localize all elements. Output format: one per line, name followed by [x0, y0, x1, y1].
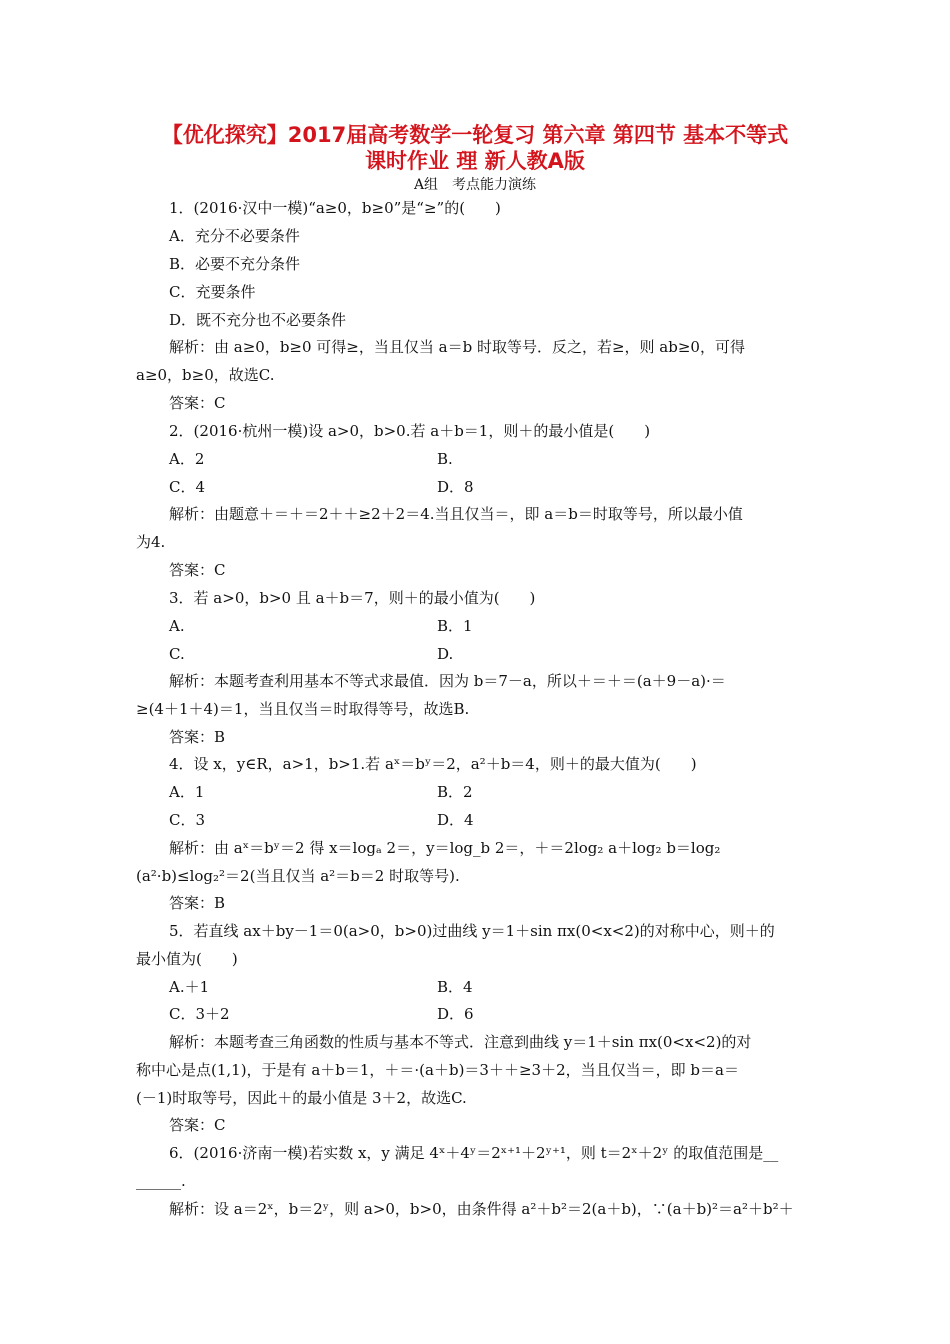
option-a: A．充分不必要条件 — [169, 227, 300, 245]
question-6-cont: ______. — [136, 1172, 186, 1190]
option-d: D．8 — [437, 478, 474, 496]
solution-line: a≥0，b≥0，故选C. — [136, 366, 275, 384]
solution-line: 解析：由 a≥0，b≥0 可得≥，当且仅当 a＝b 时取等号．反之，若≥，则 ab≥0，可得 — [169, 338, 745, 356]
option-c: C．充要条件 — [169, 283, 256, 301]
option-b: B．1 — [437, 617, 473, 635]
solution-line: (a²·b)≤log₂²＝2(当且仅当 a²＝b＝2 时取等号). — [136, 867, 460, 885]
solution-line: 解析：设 a＝2ˣ，b＝2ʸ，则 a>0，b>0，由条件得 a²＋b²＝2(a＋b)，∵(a＋b)²＝a²＋b²＋ — [169, 1200, 794, 1218]
option-a: A.＋1 — [169, 978, 210, 996]
option-b: B．2 — [437, 783, 473, 801]
solution-line: 解析：由题意＋＝＋＝2＋＋≥2＋2＝4.当且仅当＝，即 a＝b＝时取等号，所以最小值 — [169, 505, 743, 523]
option-c: C．3 — [169, 811, 206, 829]
question-5: 5．若直线 ax＋by－1＝0(a>0，b>0)过曲线 y＝1＋sin πx(0<x<2)的对称中心，则＋的 — [169, 922, 775, 940]
question-6: 6．(2016·济南一模)若实数 x，y 满足 4ˣ＋4ʸ＝2ˣ⁺¹＋2ʸ⁺¹，则 t＝2ˣ＋2ʸ 的取值范围是__ — [169, 1144, 779, 1162]
option-d: D．6 — [437, 1005, 474, 1023]
solution-line: 解析：由 aˣ＝bʸ＝2 得 x＝logₐ 2＝，y＝log_b 2＝，＋＝2log₂ a＋log₂ b＝log₂ — [169, 839, 721, 857]
solution-line: ≥(4＋1＋4)＝1，当且仅当＝时取得等号，故选B. — [136, 700, 470, 718]
question-2: 2．(2016·杭州一模)设 a>0，b>0.若 a＋b＝1，则＋的最小值是( ) — [169, 422, 651, 440]
option-d: D. — [437, 645, 454, 663]
question-1: 1．(2016·汉中一模)“a≥0，b≥0”是“≥”的( ) — [169, 199, 501, 217]
section-heading: A组 考点能力演练 — [413, 177, 537, 193]
doc-title-line2: 课时作业 理 新人教A版 — [365, 149, 585, 173]
option-d: D．既不充分也不必要条件 — [169, 311, 347, 329]
doc-title-line1: 【优化探究】2017届高考数学一轮复习 第六章 第四节 基本不等式 — [161, 123, 789, 147]
answer: 答案：B — [169, 728, 226, 746]
answer: 答案：B — [169, 894, 226, 912]
option-a: A．1 — [169, 783, 205, 801]
option-b: B．必要不充分条件 — [169, 255, 301, 273]
option-b: B．4 — [437, 978, 473, 996]
answer: 答案：C — [169, 1116, 226, 1134]
solution-line: (－1)时取等号，因此＋的最小值是 3＋2，故选C. — [136, 1089, 467, 1107]
option-c: C. — [169, 645, 185, 663]
question-5-cont: 最小值为( ) — [136, 950, 238, 968]
question-3: 3．若 a>0，b>0 且 a＋b＝7，则＋的最小值为( ) — [169, 589, 536, 607]
answer: 答案：C — [169, 561, 226, 579]
option-c: C．4 — [169, 478, 206, 496]
option-c: C．3＋2 — [169, 1005, 230, 1023]
solution-line: 为4. — [136, 533, 166, 551]
solution-line: 称中心是点(1,1)，于是有 a＋b＝1，＋＝·(a＋b)＝3＋＋≥3＋2，当且仅当＝，即 b＝a＝ — [136, 1061, 739, 1079]
question-4: 4．设 x，y∈R，a>1，b>1.若 aˣ＝bʸ＝2，a²＋b＝4，则＋的最大值为( ) — [169, 755, 697, 773]
option-b: B. — [437, 450, 453, 468]
solution-line: 解析：本题考查利用基本不等式求最值．因为 b＝7－a，所以＋＝＋＝(a＋9－a)·＝ — [169, 672, 726, 690]
option-a: A. — [169, 617, 185, 635]
answer: 答案：C — [169, 394, 226, 412]
option-d: D．4 — [437, 811, 474, 829]
solution-line: 解析：本题考查三角函数的性质与基本不等式．注意到曲线 y＝1＋sin πx(0<x<2)的对 — [169, 1033, 752, 1051]
option-a: A．2 — [169, 450, 205, 468]
